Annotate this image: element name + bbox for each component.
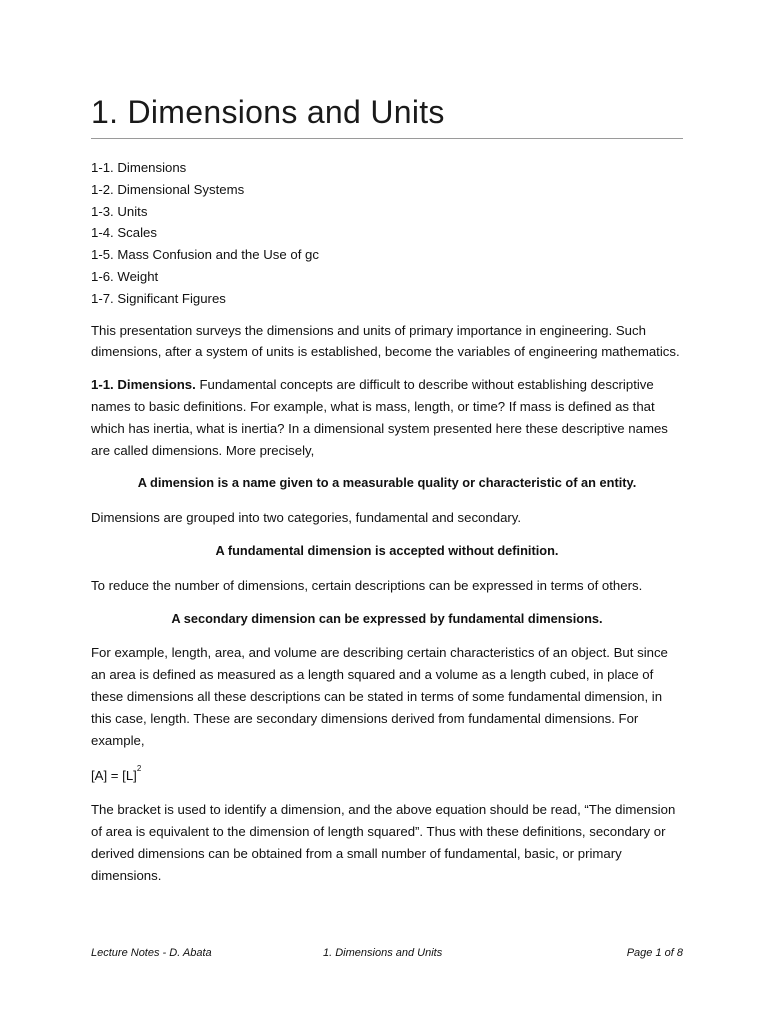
toc-item: 1-6. Weight (91, 268, 159, 284)
categories-paragraph: Dimensions are grouped into two categories, fundamental and secondary. (91, 510, 522, 526)
equation-exponent: 2 (136, 764, 142, 774)
toc-item: 1-7. Significant Figures (91, 290, 226, 306)
area-equation (91, 765, 683, 787)
section-text: Fundamental concepts are difficult to describe without establishing descriptive names to basic definitions. For example, what is mass, length, or time? If mass is defined as that which has inertia, what is inertia? In a dimensional system presented here these descriptive names are called dimensions. More precisely, (91, 377, 668, 458)
toc-item: 1-2. Dimensional Systems (91, 181, 245, 197)
definition-dimension: A dimension is a name given to a measurable quality or characteristic of an entity. (137, 475, 637, 491)
table-of-contents (91, 157, 683, 310)
title-divider (91, 138, 683, 139)
intro-paragraph: This presentation surveys the dimensions and units of primary importance in engineering. Such dimensions, after a system of units is established, become the variables of engineering mathematics. (91, 322, 680, 360)
document-body (91, 157, 683, 897)
toc-item: 1-5. Mass Confusion and the Use of gc (91, 247, 319, 263)
toc-item: 1-3. Units (91, 203, 148, 219)
equation-base: [A] = [L] (91, 768, 137, 784)
reduce-paragraph: To reduce the number of dimensions, certain descriptions can be expressed in terms of others. (91, 577, 643, 593)
section-1-1-paragraph (91, 374, 683, 461)
footer-page-number: Page 1 of 8 (626, 947, 683, 959)
toc-item: 1-4. Scales (91, 225, 157, 241)
bracket-paragraph: The bracket is used to identify a dimension, and the above equation should be read, “The dimension of area is equivalent to the dimension of length squared”. Thus with these definitions, secondary or derived dimensions can be obtained from a small number of fundamental, basic, or primary dimensions. (91, 802, 676, 883)
footer-chapter: 1. Dimensions and Units (323, 947, 443, 959)
footer-author: Lecture Notes - D. Abata (91, 947, 212, 959)
definition-secondary: A secondary dimension can be expressed by fundamental dimensions. (171, 610, 603, 626)
page-footer (91, 947, 683, 963)
example-paragraph: For example, length, area, and volume are describing certain characteristics of an object. But since an area is defined as measured as a length squared and a volume as a length cubed, in place of these dimensions all these descriptions can be stated in terms of some fundamental dimension, in this case, length. These are secondary dimensions derived from fundamental dimensions. For example, (91, 645, 668, 748)
definition-fundamental: A fundamental dimension is accepted without definition. (215, 542, 559, 558)
document-page (91, 0, 683, 1024)
toc-item: 1-1. Dimensions (91, 160, 187, 175)
section-heading: 1-1. Dimensions. (91, 377, 196, 393)
page-title: 1. Dimensions and Units (91, 94, 445, 130)
